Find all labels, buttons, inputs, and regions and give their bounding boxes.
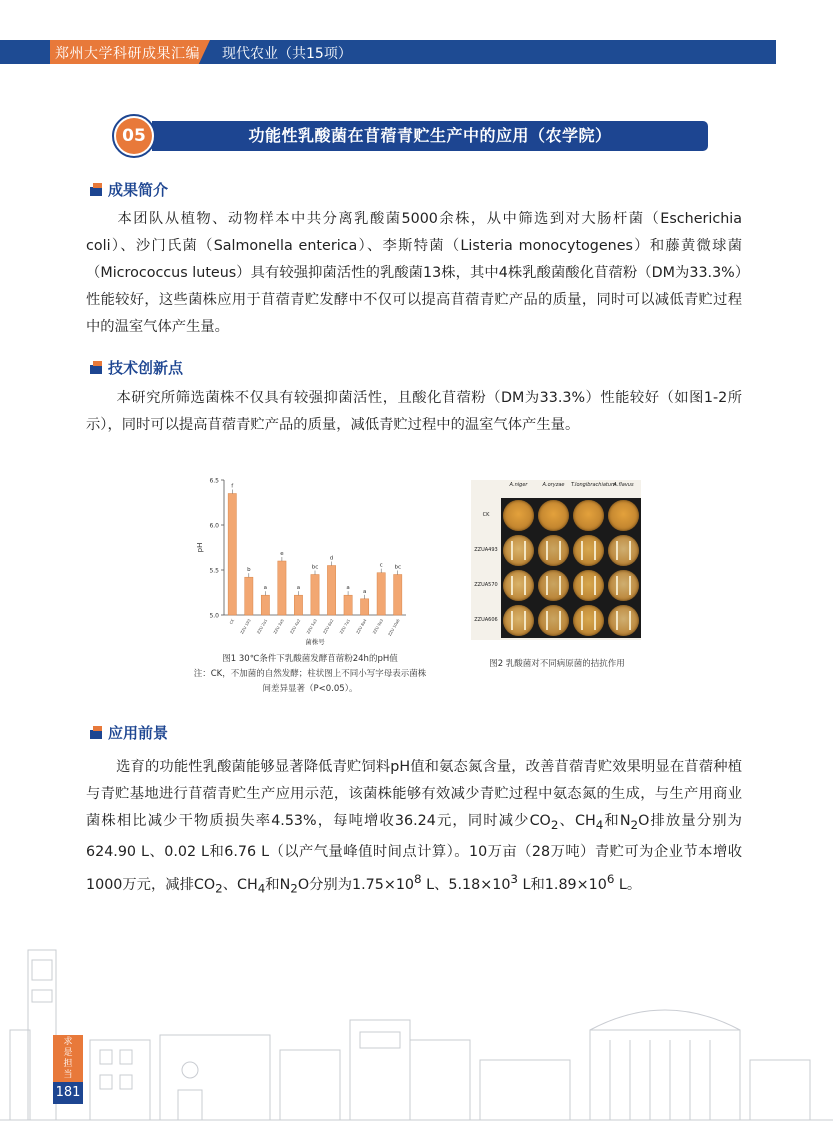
plate-column-label: A.flavus [613,482,634,488]
prospect-text-2: 、CH [558,813,596,829]
x-tick-label: ZZU 2a1 [255,618,269,635]
plate-row-label: CK [482,512,490,518]
innovation-text: 本研究所筛选菌株不仅具有较强抑菌活性，且酸化苜蓿粉（DM为33.3%）性能较好（如图1-2所示），同时可以提高苜蓿青贮产品的质量，减低青贮过程中的温室气体产生量。 [86,390,742,433]
innovation-paragraph [86,385,742,439]
intro-paragraph [86,206,742,341]
inhibition-zone [581,576,596,595]
bar [377,573,385,615]
subscript: 4 [595,817,604,832]
figure1-caption [160,652,460,697]
bar [327,566,335,616]
section-marker-icon [90,361,102,374]
x-tick-label: ZZU 4a2 [288,618,302,635]
section-heading-innovation: 技术创新点 [108,359,184,377]
header-series-title: 郑州大学科研成果汇编 [55,46,200,62]
prospect-text-7: O分别为1.75×10 [297,876,415,893]
plate-column-label: T.longibrachiatum [571,482,616,488]
significance-letter: a [296,585,301,592]
figure1-chart [188,470,418,650]
significance-letter: a [362,588,367,595]
prospect-text-8: L、5.18×10 [421,876,511,893]
superscript: 8 [414,871,422,886]
page-number: 181 [53,1082,83,1104]
inhibition-zone [511,576,526,595]
antagonism-plate [538,605,569,636]
y-tick-label: 5.0 [209,612,219,620]
prospect-text-9: L和1.89×10 [518,876,607,893]
plate-column-label: A.niger [509,482,528,488]
significance-letter: e [280,551,284,557]
figure1-caption-line2: 注：CK，不加菌的自然发酵；柱状图上不同小写字母表示菌株 [193,669,427,679]
significance-letter: d [329,555,334,562]
section-heading-intro: 成果简介 [108,181,169,199]
figure2-caption: 图2 乳酸菌对不同病原菌的拮抗作用 [489,659,625,669]
bar [261,595,269,615]
subscript: 2 [215,881,223,896]
bar [361,599,369,615]
bar [344,595,352,615]
subscript: 4 [257,881,266,896]
inhibition-zone [581,541,596,560]
y-tick-label: 5.5 [209,567,219,575]
x-tick-label: ZZU 5a3 [305,618,318,635]
x-tick-label: ZZU 10a6 [386,618,401,637]
figure1-caption-line3: 间差异显著（P<0.05）。 [262,684,358,694]
significance-letter: a [346,585,350,592]
inhibition-zone [546,611,561,630]
x-tick-label: ZZU 3a5 [272,618,285,635]
plate-row-label: ZZUA606 [474,617,498,623]
significance-letter: b [247,567,251,574]
significance-letter: bc [394,564,401,571]
antagonism-plate [608,605,639,636]
x-tick-label: ZZU 7a1 [338,618,351,635]
inhibition-zone [616,576,631,595]
antagonism-plate [573,570,604,601]
antagonism-plate [608,535,639,566]
inhibition-zone [511,611,526,630]
item-number: 05 [116,118,152,154]
x-tick-label: ZZU 6a2 [321,618,335,635]
y-tick-label: 6.5 [209,477,219,485]
prospect-text-4: O排放量分别为624.90 L、0.02 L和6.76 L（以产气量峰值时间点计算）。10万亩（28万吨）青贮可为企业节本增收1000万元，减排CO [86,813,742,893]
inhibition-zone [616,541,631,560]
control-plate [503,500,534,531]
antagonism-plate [538,535,569,566]
control-plate [573,500,604,531]
header-category: 现代农业（共15项） [222,46,352,62]
y-axis-label: pH [196,542,204,553]
significance-letter: c [379,562,383,569]
prospect-text-10: L。 [614,876,642,893]
antagonism-plate [503,535,534,566]
inhibition-zone [616,611,631,630]
inhibition-zone [581,611,596,630]
control-plate [608,500,639,531]
bar [311,575,319,616]
bar [294,595,302,615]
antagonism-plate [503,605,534,636]
inhibition-zone [546,576,561,595]
plate-column-label: A.oryzae [542,482,565,488]
y-tick-label: 6.0 [209,522,219,530]
subscript: 2 [550,817,559,832]
inhibition-zone [546,541,561,560]
section-marker-icon [90,726,102,739]
antagonism-plate [538,570,569,601]
x-tick-label: ZZU 8a4 [354,618,368,635]
antagonism-plate [503,570,534,601]
subscript: 2 [290,881,298,896]
control-plate [538,500,569,531]
bar [278,561,286,615]
inhibition-zone [511,541,526,560]
significance-letter: f [231,483,234,490]
x-tick-label: ZZU 9a3 [371,618,385,635]
antagonism-plate [573,605,604,636]
item-title: 功能性乳酸菌在苜蓿青贮生产中的应用（农学院） [248,126,612,145]
figure2-photo [471,480,641,640]
section-heading-prospect: 应用前景 [108,724,169,742]
x-tick-label: ZZU 193 [239,618,252,635]
prospect-text-1: 选育的功能性乳酸菌能够显著降低青贮饲料pH值和氨态氮含量，改善苜蓿青贮效果明显在苜蓿种植与青贮基地进行苜蓿青贮生产应用示范，该菌株能够有效减少青贮过程中氨态氮的生成，与生产用商业菌株相比减少干物质损失率4.53%，每吨增收36.24元，同时减少CO [86,759,742,829]
superscript: 6 [606,871,615,886]
plate-row-label: ZZUA570 [474,582,498,588]
campus-skyline-illustration [0,940,833,1123]
superscript: 3 [510,871,518,886]
antagonism-plate [573,535,604,566]
prospect-text-3: 和N [603,813,631,829]
bar [394,575,402,616]
prospect-paragraph [86,754,742,902]
subscript: 2 [630,817,639,832]
footer-vertical-text: 求是担当 [63,1037,73,1080]
prospect-text-6: 和N [265,876,291,893]
bar [228,494,236,616]
intro-text: 本团队从植物、动物样本中共分离乳酸菌5000余株，从中筛选到对大肠杆菌（Escherichia coli）、沙门氏菌（Salmonella enterica）、李斯特菌（Listeria monocytogenes）和藤黄微球菌（Micrococcus luteus）具有较强抑菌活性的乳酸菌13株，其中4株乳酸菌酸化苜蓿粉（DM为33.3%）性能较好，这些菌株应用于苜蓿青贮发酵中不仅可以提高苜蓿青贮产品的质量，同时可以减低青贮过程中的温室气体产生量。 [86,211,742,335]
prospect-text-5: 、CH [222,876,258,893]
x-tick-label: CK [228,618,236,625]
figure1-caption-line1: 图1 30℃条件下乳酸菌发酵苜蓿粉24h的pH值 [222,654,398,664]
x-axis-label: 菌株号 [305,638,325,646]
footer-vertical-label [53,1035,83,1082]
antagonism-plate [608,570,639,601]
significance-letter: a [263,585,268,592]
significance-letter: bc [311,564,319,571]
bar [245,577,253,615]
plate-row-label: ZZUA493 [474,547,498,553]
section-marker-icon [90,183,102,196]
